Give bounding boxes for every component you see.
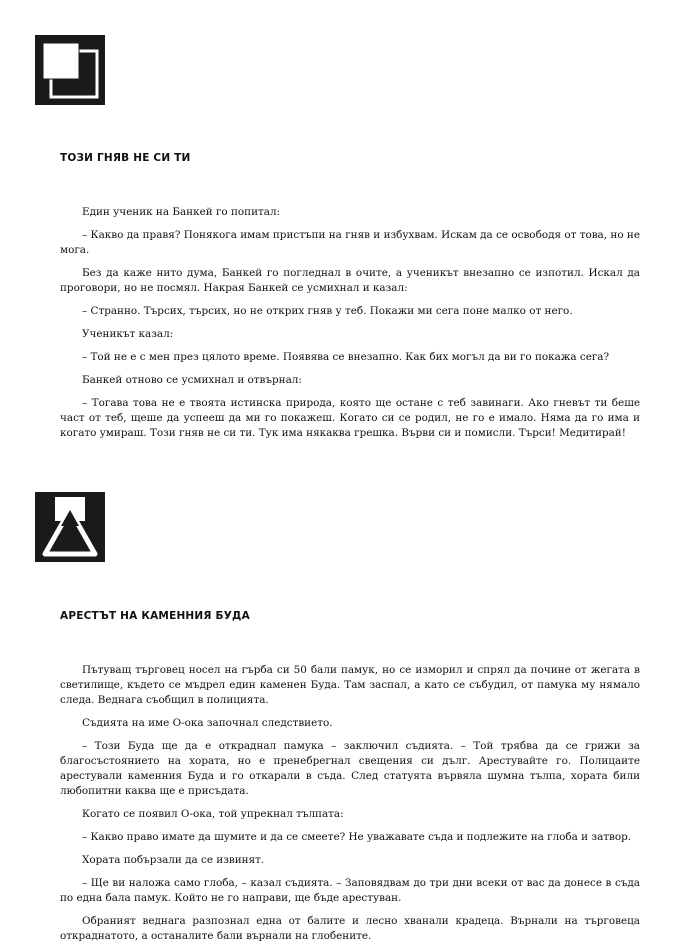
paragraph: Когато се появил О-ока, той упрекнал тълпата: <box>82 808 344 820</box>
story2-title: АРЕСТЪТ НА КАМЕННИЯ БУДА <box>60 610 250 622</box>
square-in-square-emblem-icon <box>35 35 105 105</box>
paragraph: – Той не е с мен през цялото време. Появява се внезапно. Как бих могъл да ви го покажа сега? <box>82 351 610 363</box>
paragraph: Пътуващ търговец носел на гърба си 50 бали памук, но се изморил и спрял да почине от жегата в светилище, където се мъдрел един каменен Буда. Там заспал, а като се събудил, от памука му нямало следа. Веднага съобщил в полицията. <box>60 664 640 706</box>
paragraph: – Този Буда ще да е откраднал памука – заключил съдията. – Той трябва да се грижи за благосъстоянието на хората, но е пренебрегнал свещения си дълг. Арестувайте го. Полицаите арестували каменния Буда и го откарали в съда. След статуята вървяла шумна тълпа, хората били любопитни каква ще е присъдата. <box>60 740 640 797</box>
paragraph: Обраният веднага разпознал една от балите и лесно хванали крадеца. Върнали на търговеца откраднатото, а останалите бали върнали на глобените. <box>60 915 640 942</box>
paragraph: Хората побързали да се извинят. <box>82 854 265 866</box>
paragraph: Без да каже нито дума, Банкей го погледнал в очите, а ученикът внезапно се изпотил. Искал да проговори, но не посмял. Накрая Банкей се усмихнал и казал: <box>60 267 640 294</box>
paragraph: Банкей отново се усмихнал и отвърнал: <box>82 374 302 386</box>
story1-title: ТОЗИ ГНЯВ НЕ СИ ТИ <box>60 152 191 164</box>
paragraph: Съдията на име О-ока започнал следствието. <box>82 717 333 729</box>
paragraph: – Ще ви наложа само глоба, – казал съдията. – Заповядвам до три дни всеки от вас да донесе в съда по една бала памук. Който не го направи, ще бъде арестуван. <box>60 877 640 904</box>
paragraph: – Какво да правя? Понякога имам пристъпи на гняв и избухвам. Искам да се освободя от това, но не мога. <box>60 229 640 256</box>
triangle-in-square-emblem-icon <box>35 492 105 562</box>
paragraph: Един ученик на Банкей го попитал: <box>82 206 281 218</box>
paragraph: – Какво право имате да шумите и да се смеете? Не уважавате съда и подлежите на глоба и затвор. <box>82 831 632 843</box>
story2-body <box>60 663 640 952</box>
paragraph: Ученикът казал: <box>82 328 174 340</box>
paragraph: – Странно. Търсих, търсих, но не открих гняв у теб. Покажи ми сега поне малко от него. <box>82 305 573 317</box>
paragraph: – Тогава това не е твоята истинска природа, която ще остане с теб завинаги. Ако гневът ти беше част от теб, щеше да успееш да ми го покажеш. Когато си се родил, не го е имало. Няма да го има и когато умираш. Този гняв не си ти. Тук има някаква грешка. Върви си и помисли. Търси! Медитирай! <box>60 397 640 439</box>
story1-body <box>60 205 640 449</box>
